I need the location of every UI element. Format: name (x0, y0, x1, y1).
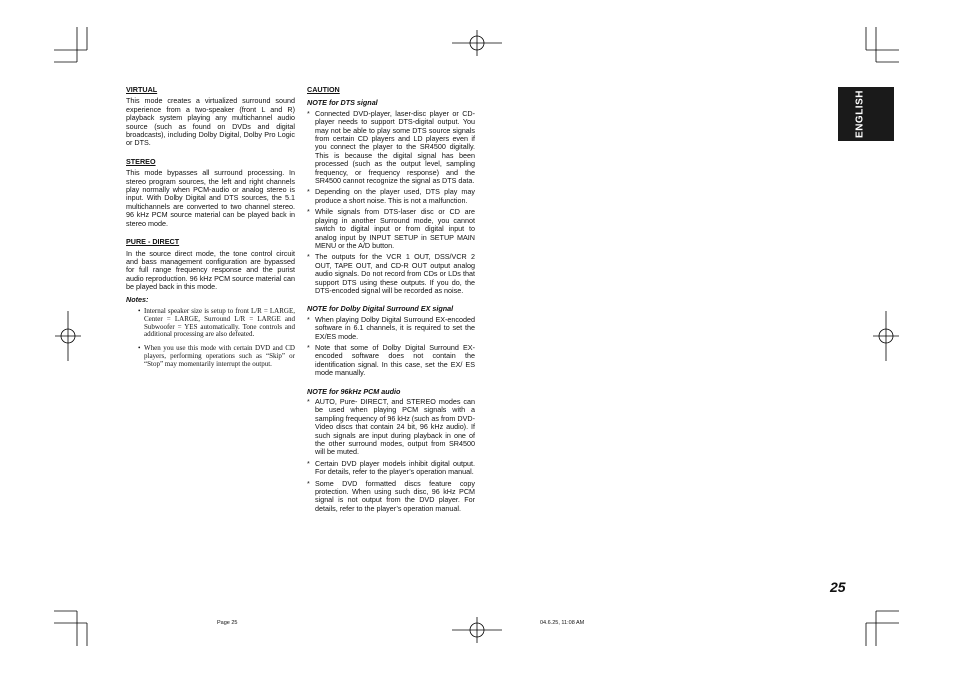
pure-direct-heading: PURE - DIRECT (126, 237, 180, 247)
page-number: 25 (830, 579, 846, 595)
language-tab-label: ENGLISH (854, 90, 866, 138)
pcm96-note-item: * Certain DVD player models inhibit digital output. For details, refer to the player’s operation manual. (307, 460, 475, 477)
dts-note-list (307, 110, 475, 296)
pcm96-note (307, 388, 475, 514)
registration-bottom (452, 617, 502, 643)
dts-note (307, 99, 475, 295)
pure-direct-body: In the source direct mode, the tone control circuit and bass management configuration are bypassed for full range frequency response and the purist audio reproduction. 96 kHz PCM source material can be played back in this mode. (126, 248, 295, 292)
caution-heading: CAUTION (307, 85, 340, 94)
note-item: • Internal speaker size is setup to front L/R = LARGE, Center = LARGE, Surround L/R = LARGE and Subwoofer = YES automatically. Tone controls and additional processing are also defeated. (138, 308, 295, 339)
dts-note-item: * Depending on the player used, DTS play may produce a short noise. This is not a malfunction. (307, 188, 475, 205)
virtual-section (126, 86, 295, 148)
registration-top (452, 30, 502, 56)
dts-note-item: * While signals from DTS-laser disc or CD are playing in another Surround mode, you cannot switch to digital input or from digital input to analog input by INPUT SETUP in SETUP MAIN MENU or the A/D button. (307, 208, 475, 250)
language-tab (838, 87, 894, 141)
dts-note-item: * Connected DVD-player, laser-disc player or CD-player needs to support DTS-digital output. You may not be able to play some DTS source signals from certain CD players and LD players even if you connect the player to the SR4500 digitally. This is because the digital signal has been processed (such as the output level, sampling frequency, or frequency response) and the SR4500 cannot recognize the signal as DTS data. (307, 110, 475, 186)
registration-left (55, 311, 81, 361)
dolby-ex-note-item: * When playing Dolby Digital Surround EX-encoded software in 6.1 channels, it is required to set the EX/ES mode. (307, 316, 475, 341)
caution-column (307, 86, 475, 523)
stereo-body: This mode bypasses all surround processing. In stereo program sources, the left and right channels play normally when PCM-audio or analog stereo is input. With Dolby Digital and DTS sources, the 5.1 multichannels are converted to two channel stereo. 96 kHz PCM source material can be played back in stereo mode. (126, 168, 295, 228)
pcm96-note-item: * Some DVD formatted discs feature copy protection. When using such disc, 96 kHz PCM signal is not output from the DVD player. For details, refer to the player’s operation manual. (307, 480, 475, 514)
pure-direct-section (126, 238, 295, 368)
left-column (126, 86, 295, 379)
pcm96-note-list (307, 398, 475, 513)
dolby-ex-note-item: * Note that some of Dolby Digital Surround EX-encoded software does not contain the identification signal. In this case, set the EX/ ES mode manually. (307, 344, 475, 378)
footer-timestamp: 04.6.25, 11:08 AM (540, 620, 585, 626)
dts-note-item: * The outputs for the VCR 1 OUT, DSS/VCR 2 OUT, TAPE OUT, and CD-R OUT output analog audio signals. Do not record from CDs or LDs that support DTS using these outputs. If you do, the DTS-encoded signal will be recorded as noise. (307, 253, 475, 295)
virtual-heading: VIRTUAL (126, 85, 158, 94)
virtual-body: This mode creates a virtualized surround sound experience from a two-speaker (front L and R) playback system playing any multichannel audio source (such as found on DVDs and digital broadcasts), including Dolby Digital, Dolby Pro Logic or DTS. (126, 96, 295, 148)
notes-label: Notes: (126, 294, 149, 304)
pcm96-note-title: NOTE for 96kHz PCM audio (307, 386, 401, 396)
pcm96-note-item: * AUTO, Pure- DIRECT, and STEREO modes can be used when playing PCM signals with a sampling frequency of 96 kHz (such as from DVD-Video discs that contain 24 bit, 96 kHz audio). If such signals are input during playback in one of the other surround modes, output from SR4500 will be muted. (307, 398, 475, 457)
note-item: • When you use this mode with certain DVD and CD players, performing operations such as “Skip” or “Stop” may momentarily interrupt the output. (138, 345, 295, 368)
stereo-heading: STEREO (126, 156, 156, 166)
footer-page-label: Page 25 (217, 620, 238, 626)
stereo-section (126, 158, 295, 228)
notes-list (126, 308, 295, 369)
dolby-ex-note-list (307, 316, 475, 378)
registration-right (873, 311, 899, 361)
dolby-ex-note-title: NOTE for Dolby Digital Surround EX signal (307, 304, 454, 314)
dolby-ex-note (307, 305, 475, 377)
dts-note-title: NOTE for DTS signal (307, 98, 378, 108)
